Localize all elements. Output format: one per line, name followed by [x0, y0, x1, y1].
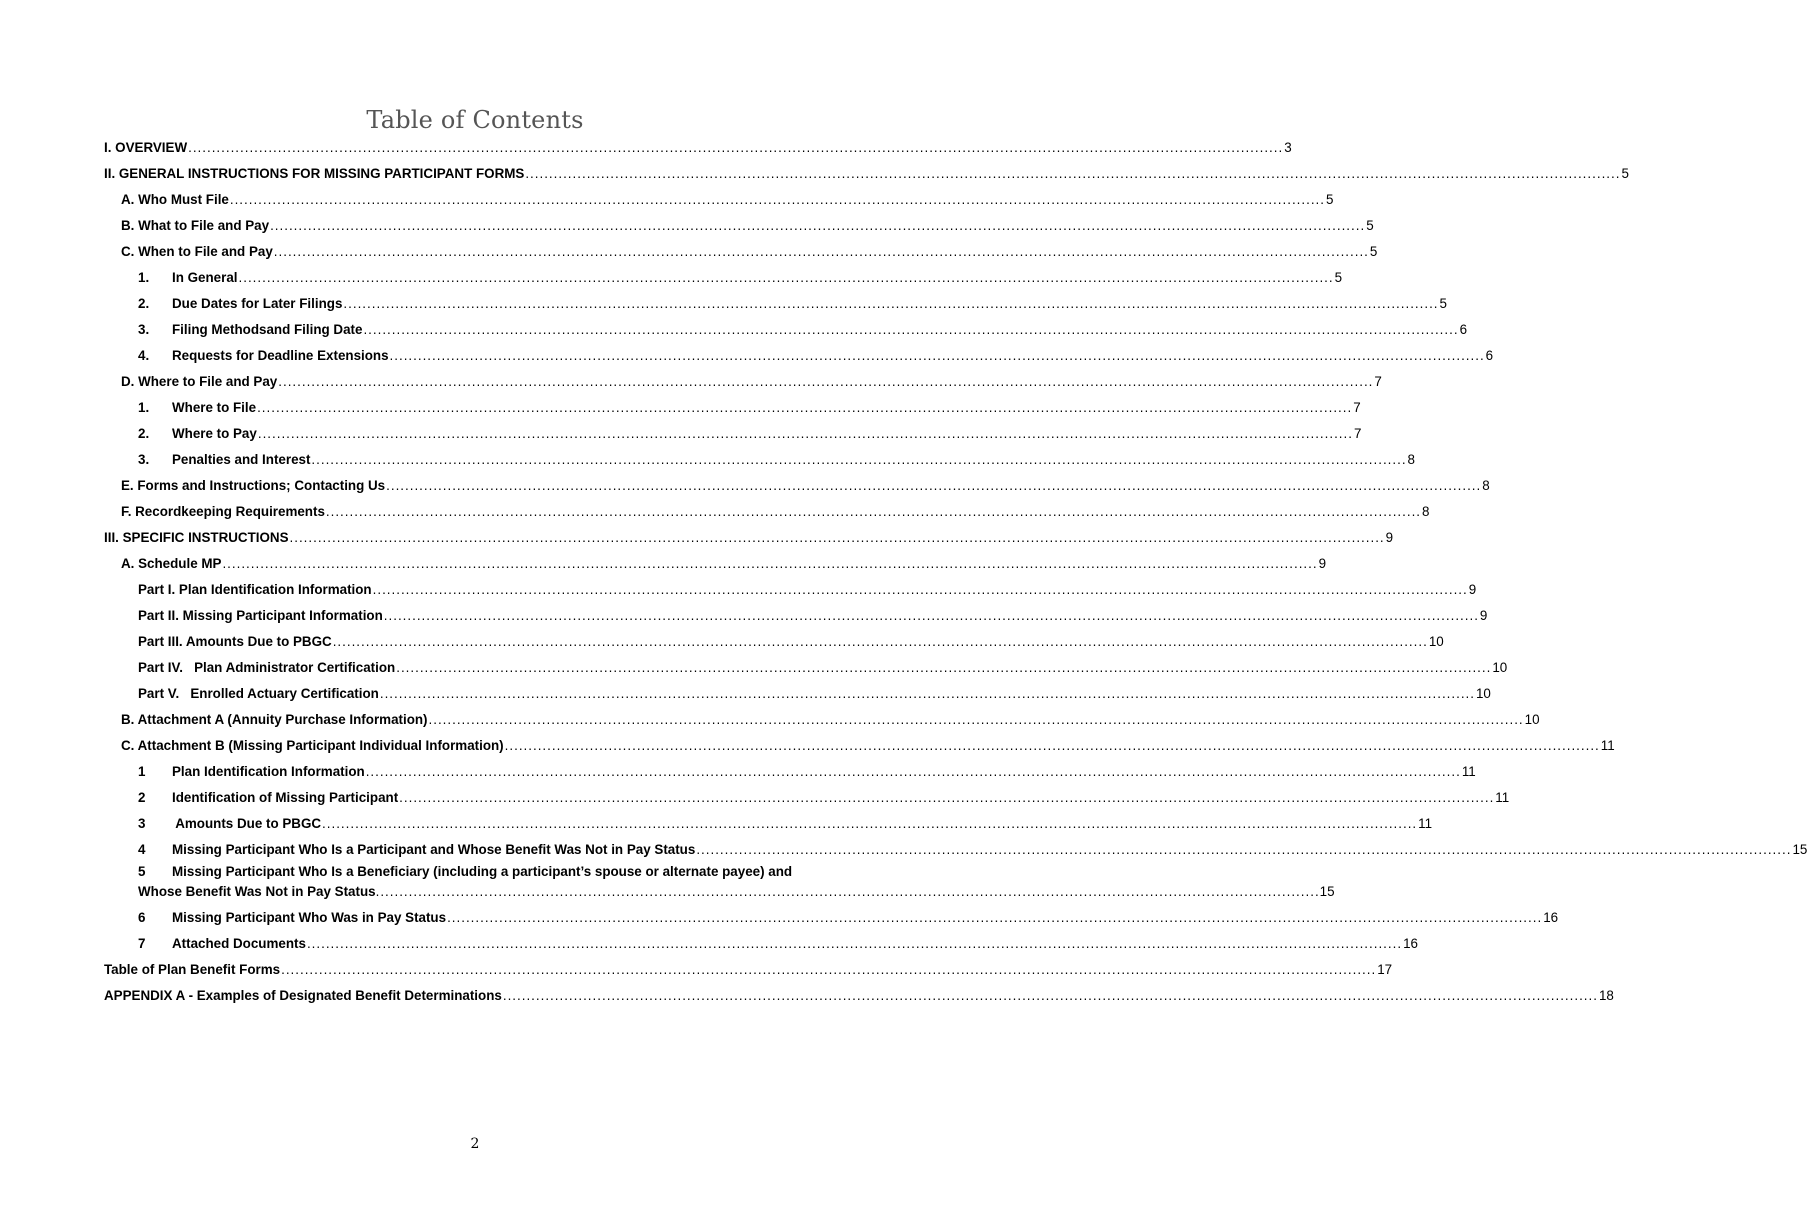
toc-entry[interactable]: [138, 656, 1508, 676]
dot-leader: [503, 988, 1598, 1004]
dot-leader: [258, 426, 1353, 442]
toc-entry-title: [138, 842, 695, 858]
toc-entry-number: 7: [138, 936, 146, 951]
toc-entry-page: 16: [1403, 936, 1418, 951]
dot-leader: [386, 478, 1481, 494]
toc-entry-label: F. Recordkeeping Requirements: [121, 504, 325, 519]
toc-entry-page: 8: [1422, 504, 1430, 519]
toc-entry-title: [121, 556, 221, 572]
toc-entry-page: 9: [1385, 530, 1394, 545]
toc-entry-title: [138, 936, 306, 952]
toc-entry-page: 6: [1459, 322, 1468, 337]
dot-leader: [505, 738, 1600, 754]
dot-leader: [274, 244, 1369, 260]
toc-entry-number: 3.: [138, 322, 150, 337]
toc-entry-page: 11: [1461, 764, 1476, 779]
toc-entry-page: 8: [1407, 452, 1415, 467]
toc-entry-page: 11: [1418, 816, 1433, 831]
toc-entry-number: 1.: [138, 270, 150, 285]
toc-entry-page: 5: [1369, 244, 1378, 259]
toc-entry[interactable]: [138, 786, 1510, 806]
dot-leader: [281, 962, 1376, 978]
toc-entry[interactable]: [121, 474, 1490, 494]
toc-entry-title: [138, 322, 362, 338]
toc-entry-title: [121, 712, 428, 728]
toc-entry-label: Missing Participant Who Is a Beneficiary (including a participant’s spouse or alternate payee) and: [172, 864, 793, 879]
dot-leader: [343, 296, 1438, 312]
toc-entry-title: [121, 478, 385, 494]
toc-entry-label: Attached Documents: [172, 936, 306, 951]
dot-leader: [188, 140, 1283, 156]
dot-leader: [399, 790, 1494, 806]
toc-entry[interactable]: [121, 500, 1430, 520]
toc-entry-title: [138, 686, 379, 702]
toc-entry-page: 15: [1319, 884, 1335, 899]
toc-entry-label: Identification of Missing Participant: [172, 790, 399, 805]
toc-entry-label: E. Forms and Instructions; Contacting Us: [121, 478, 386, 493]
toc-entry-number: 6: [138, 910, 146, 925]
toc-entry[interactable]: [121, 552, 1327, 572]
toc-entry-page: 6: [1485, 348, 1494, 363]
toc-entry[interactable]: [138, 812, 1433, 832]
dot-leader: [384, 608, 1479, 624]
dot-leader: [239, 270, 1334, 286]
dot-leader: [396, 660, 1491, 676]
toc-entry-title: [104, 140, 187, 156]
dot-leader: [363, 322, 1458, 338]
toc-entry-page: 3: [1284, 140, 1292, 155]
toc-entry[interactable]: [138, 862, 1335, 902]
toc-entry-page: 10: [1492, 660, 1508, 675]
dot-leader: [307, 936, 1402, 952]
toc-entry-page: 5: [1334, 270, 1343, 285]
toc-entry[interactable]: [104, 136, 1292, 156]
toc-entry-title: [138, 582, 372, 598]
toc-entry-label: I. OVERVIEW: [104, 140, 188, 155]
toc-entry-title: [138, 270, 238, 286]
toc-entry-label: A. Who Must File: [121, 192, 229, 207]
toc-entry-label: D. Where to File and Pay: [121, 374, 278, 389]
toc-entry-title: [138, 660, 395, 676]
toc-entry-label: Part II. Missing Participant Information: [138, 608, 383, 623]
toc-entry-number: 3.: [138, 452, 150, 467]
toc-entry-page: 7: [1353, 400, 1361, 415]
toc-entry-label: Due Dates for Later Filings: [172, 296, 343, 311]
dot-leader: [222, 556, 1317, 572]
toc-entry-title: [104, 166, 524, 182]
toc-entry-page: 16: [1543, 910, 1559, 925]
toc-entry-title: [138, 634, 332, 650]
toc-entry-page: 5: [1439, 296, 1447, 311]
dot-leader: [311, 452, 1406, 468]
toc-entry-number: 2.: [138, 296, 150, 311]
dot-leader: [278, 374, 1373, 390]
toc-entry-number: 1.: [138, 400, 150, 415]
dot-leader: [290, 530, 1385, 546]
toc-entry-label: Part V. Enrolled Actuary Certification: [138, 686, 379, 701]
toc-entry[interactable]: [121, 370, 1382, 390]
dot-leader: [322, 816, 1417, 832]
toc-entry-label: Requests for Deadline Extensions: [172, 348, 389, 363]
toc-entry-label: Part III. Amounts Due to PBGC: [138, 634, 332, 649]
dot-leader: [447, 910, 1542, 926]
dot-leader: [230, 192, 1325, 208]
toc-entry-label: Part IV. Plan Administrator Certification: [138, 660, 396, 675]
dot-leader: [366, 764, 1461, 780]
toc-entry[interactable]: [138, 318, 1468, 338]
toc-entry-label: Plan Identification Information: [172, 764, 365, 779]
toc-entry[interactable]: [121, 214, 1374, 234]
toc-entry-label: C. When to File and Pay: [121, 244, 273, 259]
toc-entry-title: [121, 218, 269, 234]
toc-entry[interactable]: [138, 292, 1447, 312]
toc-entry-label: Amounts Due to PBGC: [172, 816, 322, 831]
toc-entry-page: 11: [1600, 738, 1615, 753]
toc-entry-number: 2.: [138, 426, 150, 441]
toc-entry-title: [138, 348, 389, 364]
toc-entry-label: Where to Pay: [172, 426, 257, 441]
toc-entry-page: 10: [1475, 686, 1491, 701]
page-title: Table of Contents: [366, 106, 584, 134]
toc-entry-page: 10: [1524, 712, 1540, 727]
toc-entry-title: [138, 608, 383, 624]
toc-entry[interactable]: [104, 526, 1394, 546]
toc-entry[interactable]: [138, 344, 1494, 364]
dot-leader: [270, 218, 1365, 234]
toc-entry-page: 5: [1621, 166, 1629, 181]
dot-leader: [525, 166, 1620, 182]
toc-entry-label: C. Attachment B (Missing Participant Individual Information): [121, 738, 504, 753]
dot-leader: [429, 712, 1524, 728]
page-number: 2: [470, 1136, 480, 1152]
toc-entry-title: [121, 244, 273, 260]
toc-entry-label: Missing Participant Who Was in Pay Status: [172, 910, 447, 925]
toc-entry-page: 9: [1318, 556, 1327, 571]
toc-entry-label: B. Attachment A (Annuity Purchase Information): [121, 712, 428, 727]
dot-leader: [390, 348, 1485, 364]
toc-entry[interactable]: [104, 958, 1393, 978]
toc-entry-title: [138, 426, 257, 442]
toc-entry[interactable]: [138, 266, 1343, 286]
toc-entry-number: 4.: [138, 348, 150, 363]
toc-entry[interactable]: [121, 708, 1540, 728]
toc-entry-label-continued: Whose Benefit Was Not in Pay Status: [138, 884, 376, 899]
toc-entry-title: [104, 962, 280, 978]
toc-entry-number: 5: [138, 864, 146, 879]
toc-entry[interactable]: [138, 838, 1807, 858]
dot-leader: [373, 582, 1468, 598]
toc-entry-label: Penalties and Interest: [172, 452, 311, 467]
dot-leader: [696, 842, 1791, 858]
toc-entry-title: [138, 452, 310, 468]
toc-entry-title: [121, 192, 229, 208]
toc-entry[interactable]: [138, 604, 1488, 624]
toc-entry-page: 11: [1495, 790, 1510, 805]
toc-entry-page: 5: [1325, 192, 1334, 207]
toc-entry-label: A. Schedule MP: [121, 556, 222, 571]
toc-entry-number: 1: [138, 764, 146, 779]
toc-entry-label: APPENDIX A - Examples of Designated Benefit Determinations: [104, 988, 502, 1003]
toc-entry-title: [121, 738, 504, 754]
toc-entry[interactable]: [138, 448, 1415, 468]
toc-entry[interactable]: [138, 932, 1418, 952]
toc-entry[interactable]: [138, 422, 1362, 442]
toc-entry-label: Where to File: [172, 400, 257, 415]
toc-entry-label: In General: [172, 270, 238, 285]
toc-entry-number: 3: [138, 816, 146, 831]
toc-entry-page: 7: [1353, 426, 1362, 441]
toc-entry-page: 17: [1377, 962, 1393, 977]
toc-entry[interactable]: [121, 188, 1334, 208]
toc-entry-title: [138, 910, 446, 926]
toc-entry-label: Part I. Plan Identification Information: [138, 582, 372, 597]
dot-leader: [326, 504, 1421, 520]
toc-entry-title: [104, 530, 289, 546]
toc-entry[interactable]: [138, 682, 1491, 702]
toc-entry-title: [138, 296, 342, 312]
toc-entry-title: [121, 374, 277, 390]
toc-entry-page: 15: [1792, 842, 1807, 857]
dot-leader: ........................................................................................................................................................................................................: [375, 884, 1320, 899]
toc-entry[interactable]: [138, 630, 1444, 650]
toc-entry-page: 9: [1468, 582, 1477, 597]
dot-leader: [380, 686, 1475, 702]
toc-entry[interactable]: [138, 578, 1477, 598]
toc-entry-label: Missing Participant Who Is a Participant and Whose Benefit Was Not in Pay Status: [172, 842, 696, 857]
toc-entry-page: 7: [1374, 374, 1382, 389]
toc-entry-label: B. What to File and Pay: [121, 218, 270, 233]
toc-entry-page: 8: [1482, 478, 1490, 493]
toc-entry-label: III. SPECIFIC INSTRUCTIONS: [104, 530, 289, 545]
toc-entry-title: [138, 790, 398, 806]
toc-entry-title: [138, 400, 256, 416]
toc-entry-page: 5: [1366, 218, 1374, 233]
toc-entry-label: Filing Methodsand Filing Date: [172, 322, 363, 337]
toc-entry[interactable]: [121, 240, 1378, 260]
toc-entry-number: 4: [138, 842, 146, 857]
toc-entry[interactable]: [138, 906, 1559, 926]
toc-entry[interactable]: [121, 734, 1615, 754]
dot-leader: [333, 634, 1428, 650]
dot-leader: [257, 400, 1352, 416]
toc-entry[interactable]: [104, 984, 1614, 1004]
toc-entry-page: 9: [1479, 608, 1488, 623]
toc-entry-title: [121, 504, 325, 520]
toc-entry-label: II. GENERAL INSTRUCTIONS FOR MISSING PARTICIPANT FORMS: [104, 166, 525, 181]
toc-entry[interactable]: [138, 760, 1476, 780]
toc-entry-page: 10: [1428, 634, 1444, 649]
toc-entry-label: Table of Plan Benefit Forms: [104, 962, 281, 977]
toc-entry-number: 2: [138, 790, 146, 805]
toc-entry[interactable]: [104, 162, 1629, 182]
toc-entry-title: [138, 816, 321, 832]
toc-entry-page: 18: [1598, 988, 1614, 1003]
toc-entry[interactable]: [138, 396, 1361, 416]
toc-entry-title: [104, 988, 502, 1004]
toc-entry-title: [138, 764, 365, 780]
